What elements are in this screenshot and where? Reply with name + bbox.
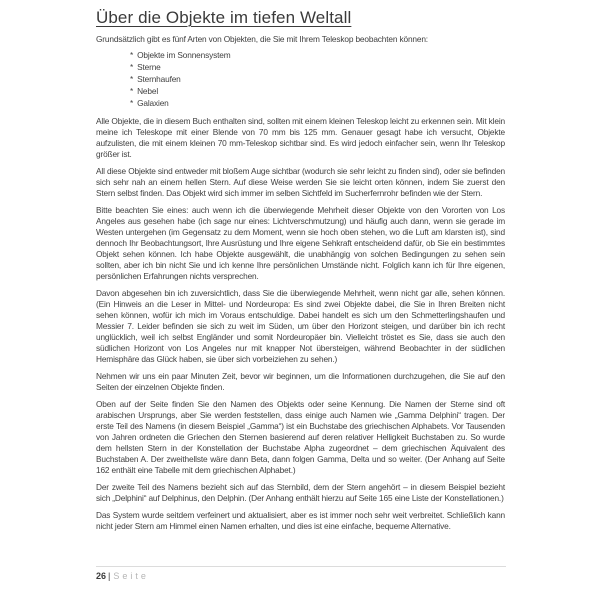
object-type-list xyxy=(96,50,505,110)
paragraph: Das System wurde seitdem verfeinert und aktualisiert, aber es ist immer noch sehr weit verbreitet. Schließlich kann nicht jeder Stern am Himmel einen Namen erhalten, und dies ist eine einfache, bequeme Alternative. xyxy=(96,509,505,531)
paragraph: Oben auf der Seite finden Sie den Namen des Objekts oder seine Kennung. Die Namen der Sterne sind oft arabischen Ursprungs, aber Sie werden feststellen, dass einige auch Namen wie „Gamma Delphini“ tragen. Der erste Teil des Namens (in diesem Beispiel „Gamma“) ist ein Buchstabe des griechischen Alphabets. Vor Tausenden von Jahren ordneten die Griechen den Sternen basierend auf deren relativer Helligkeit Buchstaben zu. So wurde dem hellsten Stern in der Konstellation der Buchstabe Alpha zugeordnet – dem griechischen Äquivalent des Buchstaben A. Der zweithellste wäre dann Beta, dann folgen Gamma, Delta und so weiter. (Der Anhang auf Seite 162 enthält eine Tabelle mit dem griechischen Alphabet.) xyxy=(96,398,505,475)
page-number: 26 xyxy=(96,571,107,581)
paragraph: Davon abgesehen bin ich zuversichtlich, dass Sie die überwiegende Mehrheit, wenn nicht gar alle, sehen können. (Ein Hinweis an die Leser in Mittel- und Nordeuropa: Es sind zwei Objekte dabei, die Sie in Ihren Breiten nicht sehen können, wofür ich mich im Voraus entschuldige. Dabei handelt es sich um den Schmetterlingshaufen und Messier 7. Leider befinden sie sich zu weit im Süden, um über den Horizont steigen, und darüber bin ich recht unglücklich, weil ich selbst Engländer und somit Nordeuropäer bin. Vielleicht tröstet es Sie, dass sie auch den südlichen Horizont von Los Angeles nur mit knapper Not übersteigen, während Beobachter in der südlichen Hemisphäre das Glück haben, sie über sich vorbeiziehen zu sehen.) xyxy=(96,287,505,364)
asterisk-bullet: * xyxy=(130,73,134,84)
list-item-label: Galaxien xyxy=(137,97,169,108)
paragraph: Alle Objekte, die in diesem Buch enthalten sind, sollten mit einem kleinen Teleskop leicht zu erkennen sein. Mit klein meine ich Teleskope mit einer Blende von 70 mm bis 125 mm. Genauer gesagt habe ich versucht, Objekte aufzulisten, die mit einem kleinen 70 mm-Teleskop sichtbar sind. Es wird jedoch einfacher sein, wenn Ihr Teleskop größer ist. xyxy=(96,115,505,159)
paragraph: Nehmen wir uns ein paar Minuten Zeit, bevor wir beginnen, um die Informationen durchzugehen, die Sie auf den Seiten der einzelnen Objekte finden. xyxy=(96,370,505,392)
list-item xyxy=(130,74,505,86)
paragraph: Der zweite Teil des Namens bezieht sich auf das Sternbild, dem der Stern angehört – in diesem Beispiel bezieht sich „Delphini“ auf Delphinus, den Delphin. (Der Anhang enthält hierzu auf Seite 165 eine Liste der Konstellationen.) xyxy=(96,481,505,503)
list-item-label: Objekte im Sonnensystem xyxy=(137,50,231,60)
asterisk-bullet: * xyxy=(130,50,134,60)
page-footer xyxy=(96,566,506,581)
asterisk-bullet: * xyxy=(130,61,134,72)
list-item-label: Nebel xyxy=(137,85,159,96)
asterisk-bullet: * xyxy=(130,85,134,96)
footer-separator: | xyxy=(108,571,111,581)
paragraph: All diese Objekte sind entweder mit bloßem Auge sichtbar (wodurch sie sehr leicht zu finden sind), oder sie befinden sich sehr nah an einem hellen Stern. Auf diese Weise werden Sie sie leicht orten können, indem Sie zuerst den Stern selbst finden. Das Objekt wird sich immer im selben Sichtfeld im Sucherfernrohr befinden wie der Stern. xyxy=(96,165,505,198)
list-item-label: Sternhaufen xyxy=(137,73,181,84)
list-item xyxy=(130,50,505,62)
footer-label: Seite xyxy=(113,571,149,581)
asterisk-bullet: * xyxy=(130,97,134,108)
page-title: Über die Objekte im tiefen Weltall xyxy=(96,8,352,27)
list-item xyxy=(130,98,505,110)
list-item xyxy=(130,62,505,74)
list-item xyxy=(130,86,505,98)
list-item-label: Sterne xyxy=(137,61,161,72)
paragraph: Bitte beachten Sie eines: auch wenn ich die überwiegende Mehrheit dieser Objekte von den Vororten von Los Angeles aus gesehen habe (ich sage nur eines: Lichtverschmutzung) und häufig auch dann, wenn sie gerade im Westen untergehen (im Gegensatz zu dem Moment, wenn sie hoch oben stehen, wo die Luft am klarsten ist), sind dennoch Ihr Beobachtungsort, Ihre Ausrüstung und Ihre eigene Sehkraft entscheidend dafür, ob Sie ein bestimmtes Objekt sehen können. Ich habe Objekte ausgewählt, die unabhängig von solchen Bedingungen zu sehen sein sollten, aber ich bin nicht Sie und ich kenne Ihre persönlichen Umstände nicht. Folglich kann ich für Ihre eigenen, persönlichen Erfahrungen nichts versprechen. xyxy=(96,204,505,281)
intro-paragraph: Grundsätzlich gibt es fünf Arten von Objekten, die Sie mit Ihrem Teleskop beobachten können: xyxy=(96,34,428,44)
